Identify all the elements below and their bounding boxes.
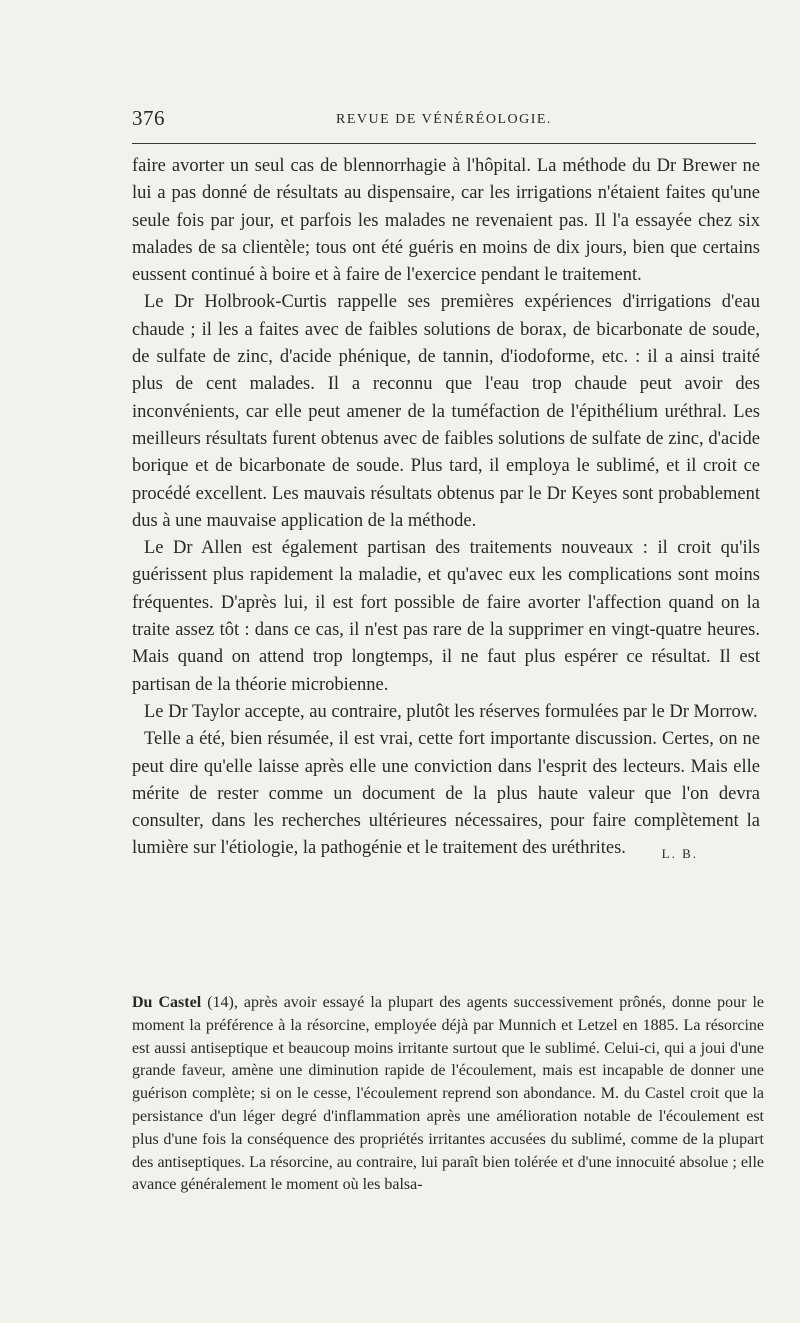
paragraph-last <box>132 726 760 862</box>
page-number: 376 <box>132 106 165 130</box>
page-header <box>132 106 756 134</box>
note-author: Du Castel <box>132 994 202 1011</box>
paragraph: Le Dr Taylor accepte, au contraire, plutôt les réserves formulées par le Dr Morrow. <box>144 701 758 722</box>
signature-initials: L. B. <box>661 846 698 862</box>
note-section <box>132 992 764 1197</box>
running-title: REVUE DE VÉNÉRÉOLOGIE. <box>336 112 552 127</box>
note-paragraph <box>132 992 764 1197</box>
paragraph-text: Telle a été, bien résumée, il est vrai, cette fort importante discussion. Certes, on ne peut dire qu'elle laisse après elle une conviction dans l'esprit des lecteurs. Mais elle mérite de rester comme un document de la plus haute valeur que l'on devra consulter, dans les recherches ultérieures nécessaires, pour faire complètement la lumière sur l'étiologie, la pathogénie et le traitement des uréthrites. <box>132 729 760 859</box>
note-body: (14), après avoir essayé la plupart des agents successivement prônés, donne pour le moment la préférence à la résorcine, employée déjà par Munnich et Letzel en 1885. La résorcine est aussi antiseptique et beaucoup moins irritante surtout que le sublimé. Celui-ci, qui a joui d'une grande faveur, amène une diminution rapide de l'écoulement, mais est incapable de donner une guérison complète; si on le cesse, l'écoulement reprend son abondance. M. du Castel croit que la persistance d'un léger degré d'inflammation après une amélioration notable de l'écoulement est plus d'une fois la conséquence des propriétés irritantes accusées du sublimé, comme de la plupart des antiseptiques. La résorcine, au contraire, lui paraît bien tolérée et d'une innocuité absolue ; elle avance généralement le moment où les balsa- <box>132 994 764 1194</box>
header-rule <box>132 143 756 144</box>
paragraph: Le Dr Allen est également partisan des traitements nouveaux : il croit qu'ils guérissent plus rapidement la maladie, et qu'avec eux les complications sont moins fréquentes. D'après lui, il est fort possible de faire avorter l'affection quand on la traite assez tôt : dans ce cas, il n'est pas rare de la supprimer en vingt-quatre heures. Mais quand on attend trop longtemps, il ne faut plus espérer ce résultat. Il est partisan de la théorie microbienne. <box>132 538 760 695</box>
paragraph: Le Dr Holbrook-Curtis rappelle ses premières expériences d'irrigations d'eau chaude ; il les a faites avec de faibles solutions de borax, de bicarbonate de soude, de sulfate de zinc, d'acide phénique, de tannin, d'iodoforme, etc. : il a ainsi traité plus de cent malades. Il a reconnu que l'eau trop chaude peut avoir des inconvénients, car elle peut amener de la tuméfaction de l'épithélium uréthral. Les meilleurs résultats furent obtenus avec de faibles solutions de sulfate de zinc, d'acide borique et de bicarbonate de soude. Plus tard, il employa le sublimé, et il croit ce procédé excellent. Les mauvais résultats obtenus par le Dr Keyes sont probablement dus à une mauvaise application de la méthode. <box>132 292 760 531</box>
paragraph: faire avorter un seul cas de blennorrhagie à l'hôpital. La méthode du Dr Brewer ne lui a pas donné de résultats au dispensaire, car les irrigations n'étaient faites qu'une seule fois par jour, et parfois les malades ne revenaient pas. Il l'a essayée chez six malades de sa clientèle; tous ont été guéris en moins de dix jours, bien que certains eussent continué à boire et à faire de l'exercice pendant le traitement. <box>132 156 760 286</box>
main-text <box>132 153 760 868</box>
